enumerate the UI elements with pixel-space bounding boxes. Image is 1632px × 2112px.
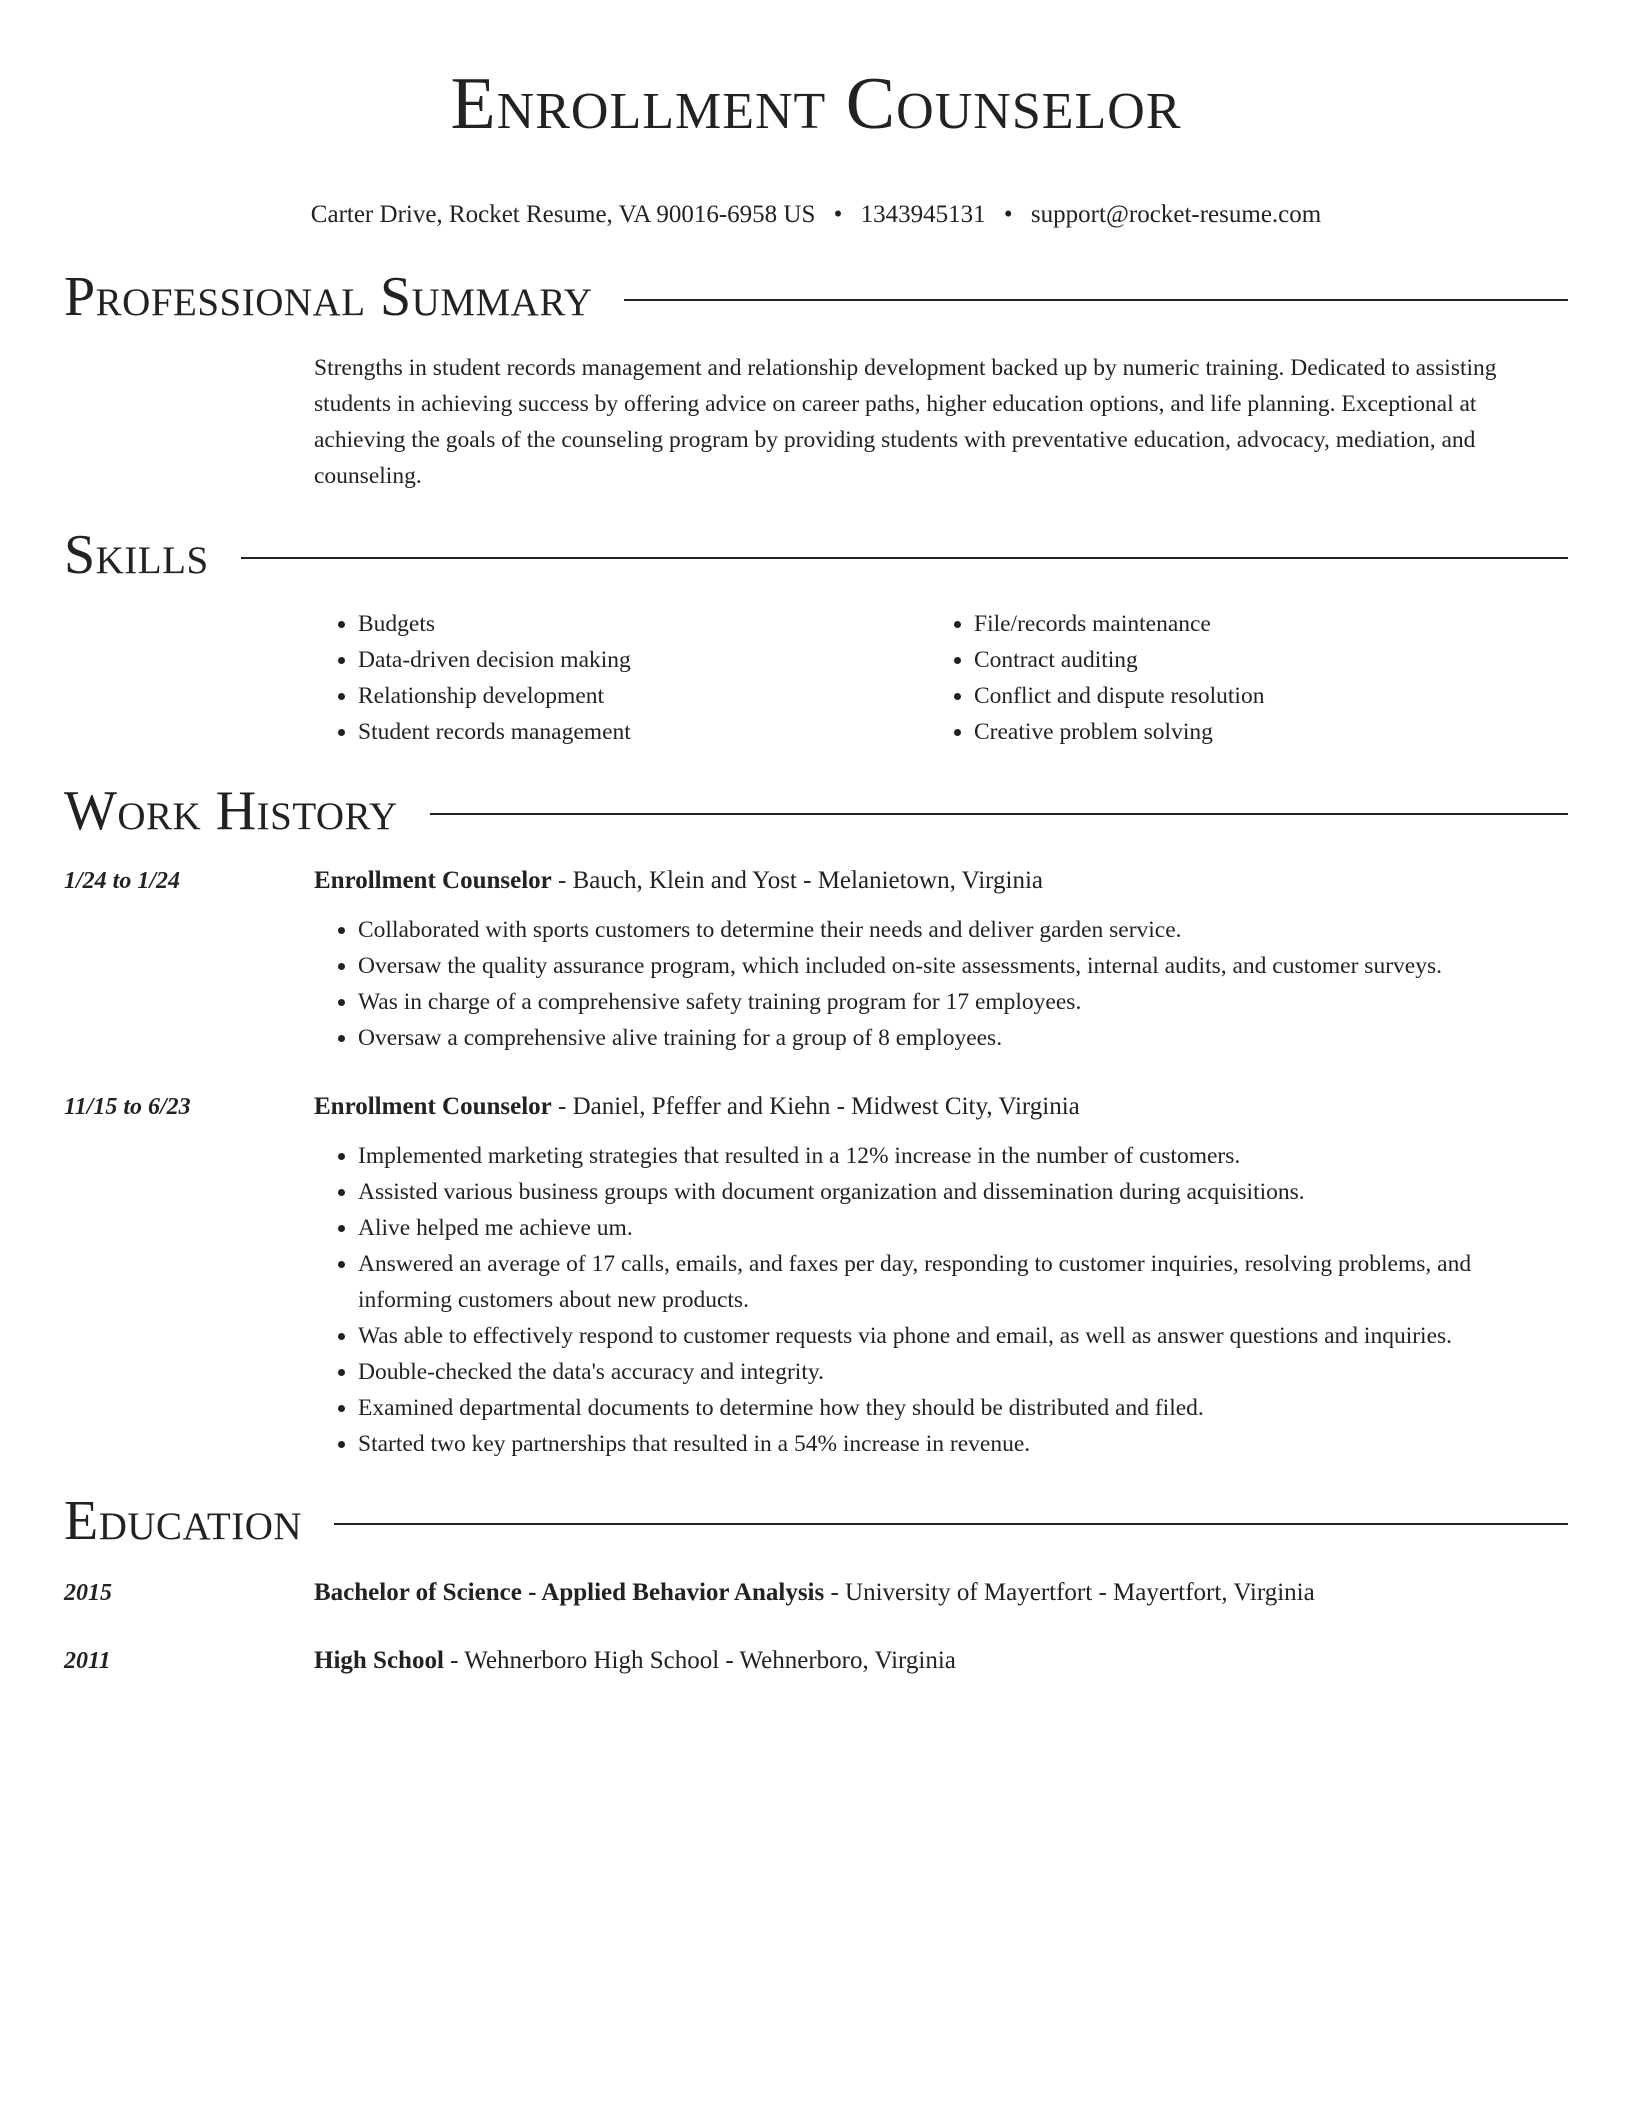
skill-item: • Student records management — [358, 714, 930, 750]
skills-list — [314, 606, 1568, 750]
education-year: 2015 — [64, 1580, 112, 1606]
skill-item: • Budgets — [358, 606, 930, 642]
skill-item: • Contract auditing — [974, 642, 1546, 678]
resume-name: Enrollment Counselor — [450, 63, 1182, 145]
skill-item: • Conflict and dispute resolution — [974, 678, 1546, 714]
job-bullets — [314, 912, 1568, 1056]
education-line — [314, 1644, 956, 1678]
job-title: Enrollment Counselor — [314, 1093, 552, 1120]
summary-heading: Professional Summary — [64, 266, 593, 328]
job-bullet: • Double-checked the data's accuracy and integrity. — [358, 1354, 1568, 1390]
education-school: - University of Mayertfort - Mayertfort, Virginia — [824, 1579, 1315, 1606]
job-bullet: • Oversaw the quality assurance program, which included on-site assessments, internal audits, and customer surveys. — [358, 948, 1568, 984]
job-title: Enrollment Counselor — [314, 867, 552, 894]
job-dates: 1/24 to 1/24 — [64, 868, 181, 894]
contact-separator: • — [1003, 201, 1013, 228]
section-divider — [624, 299, 1568, 301]
skills-column-right — [930, 606, 1546, 750]
skills-heading: Skills — [64, 524, 209, 586]
job-bullets — [314, 1138, 1568, 1462]
education-entry — [64, 1576, 1568, 1610]
job-entry — [64, 1090, 1568, 1124]
job-bullet: • Examined departmental documents to determine how they should be distributed and filed. — [358, 1390, 1568, 1426]
job-entry — [64, 864, 1568, 898]
education-heading: Education — [64, 1490, 303, 1552]
contact-separator: • — [833, 201, 843, 228]
job-bullet: • Answered an average of 17 calls, emails, and faxes per day, responding to customer inquiries, resolving problems, and informing customers about new products. — [358, 1246, 1568, 1318]
contact-line — [64, 200, 1568, 230]
job-bullet: • Collaborated with sports customers to determine their needs and deliver garden service. — [358, 912, 1568, 948]
job-employer: - Daniel, Pfeffer and Kiehn - Midwest City, Virginia — [551, 1093, 1080, 1120]
skill-item: • Creative problem solving — [974, 714, 1546, 750]
job-title-line — [314, 1090, 1080, 1124]
work-section-header — [64, 778, 1568, 844]
summary-section-header — [64, 264, 1568, 330]
education-year: 2011 — [64, 1648, 111, 1674]
job-bullet: • Oversaw a comprehensive alive training for a group of 8 employees. — [358, 1020, 1568, 1056]
education-degree: Bachelor of Science - Applied Behavior Analysis — [314, 1579, 825, 1606]
contact-phone: 1343945131 — [860, 201, 986, 228]
job-bullet: • Was able to effectively respond to customer requests via phone and email, as well as answer questions and inquiries. — [358, 1318, 1568, 1354]
skills-column-left — [314, 606, 930, 750]
education-section-header — [64, 1488, 1568, 1554]
job-bullet: • Implemented marketing strategies that resulted in a 12% increase in the number of customers. — [358, 1138, 1568, 1174]
skill-item: • File/records maintenance — [974, 606, 1546, 642]
job-bullet: • Alive helped me achieve um. — [358, 1210, 1568, 1246]
contact-address: Carter Drive, Rocket Resume, VA 90016-6958 US — [310, 201, 816, 228]
section-divider — [334, 1523, 1568, 1525]
job-bullet: • Assisted various business groups with document organization and dissemination during acquisitions. — [358, 1174, 1568, 1210]
section-divider — [241, 557, 1568, 559]
education-school: - Wehnerboro High School - Wehnerboro, Virginia — [443, 1647, 956, 1674]
section-divider — [430, 813, 1568, 815]
job-employer: - Bauch, Klein and Yost - Melanietown, Virginia — [551, 867, 1044, 894]
education-degree: High School — [314, 1647, 444, 1674]
work-heading: Work History — [64, 780, 398, 842]
education-line — [314, 1576, 1315, 1610]
skills-section-header — [64, 522, 1568, 588]
job-bullet: • Was in charge of a comprehensive safety training program for 17 employees. — [358, 984, 1568, 1020]
skill-item: • Relationship development — [358, 678, 930, 714]
job-bullet: • Started two key partnerships that resulted in a 54% increase in revenue. — [358, 1426, 1568, 1462]
contact-email: support@rocket-resume.com — [1030, 201, 1322, 228]
job-dates: 11/15 to 6/23 — [64, 1094, 191, 1120]
summary-text: Strengths in student records management and relationship development backed up by numeric training. Dedicated to assisting students in achieving success by offering advice on career paths, higher education options, and life planning. Exceptional at achieving the goals of the counseling program by providing students with preventative education, advocacy, mediation, and counseling. — [314, 355, 1497, 489]
education-entry — [64, 1644, 1568, 1678]
skill-item: • Data-driven decision making — [358, 642, 930, 678]
job-title-line — [314, 864, 1043, 898]
